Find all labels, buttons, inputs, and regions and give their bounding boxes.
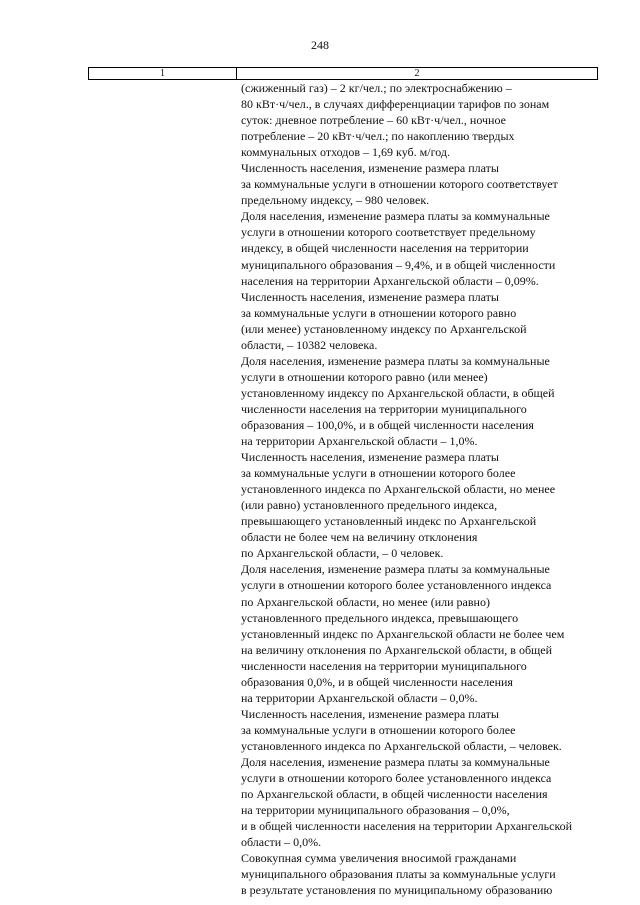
table-cell-text (241, 80, 601, 898)
text-line: на величину отклонения по Архангельской области, в общей (241, 642, 553, 657)
text-line: предельному индексу, – 980 человек. (241, 193, 430, 208)
text-line: индексу, в общей численности населения на территории (241, 241, 529, 256)
text-line: области – 0,0%. (241, 835, 322, 850)
text-line: за коммунальные услуги в отношении которого более (241, 722, 516, 737)
text-line: (сжиженный газ) – 2 кг/чел.; по электроснабжению – (241, 81, 512, 95)
text-line: Численность населения, изменение размера платы (241, 706, 499, 721)
text-line: услуги в отношении которого более установленного индекса (241, 771, 552, 786)
text-line: Доля населения, изменение размера платы за коммунальные (241, 754, 550, 769)
text-line: муниципального образования – 9,4%, и в общей численности (241, 257, 556, 272)
text-line: Доля населения, изменение размера платы за коммунальные (241, 209, 550, 224)
text-line: за коммунальные услуги в отношении которого равно (241, 305, 517, 320)
text-line: по Архангельской области, в общей численности населения (241, 787, 548, 802)
text-line: в результате установления по муниципальному образованию (241, 883, 553, 898)
table-header-col1: 1 (89, 68, 237, 79)
text-line: численности населения на территории муниципального (241, 401, 527, 416)
text-line: услуги в отношении которого соответствует предельному (241, 225, 536, 240)
text-line: установленного индекса по Архангельской области, – человек. (241, 738, 562, 753)
text-line: и в общей численности населения на территории Архангельской (241, 819, 573, 834)
text-line: суток: дневное потребление – 60 кВт·ч/чел., ночное (241, 113, 506, 128)
text-line: установленного предельного индекса, превышающего (241, 610, 519, 625)
text-line: установленного индекса по Архангельской области, но менее (241, 482, 556, 497)
text-line: на территории Архангельской области – 0,0%. (241, 690, 478, 705)
text-line: по Архангельской области, – 0 человек. (241, 546, 444, 561)
text-line: (или равно) установленного предельного индекса, (241, 498, 498, 513)
text-line: области не более чем на величину отклонения (241, 530, 478, 545)
text-line: Совокупная сумма увеличения вносимой гражданами (241, 851, 517, 866)
text-line: превышающего установленный индекс по Архангельской (241, 514, 537, 529)
text-line: потребление – 20 кВт·ч/чел.; по накоплению твердых (241, 129, 515, 144)
text-line: услуги в отношении которого равно (или менее) (241, 369, 488, 384)
text-line: Доля населения, изменение размера платы за коммунальные (241, 562, 550, 577)
text-line: установленному индексу по Архангельской области, в общей (241, 385, 555, 400)
text-line: за коммунальные услуги в отношении которого более (241, 466, 516, 481)
text-line: области, – 10382 человека. (241, 337, 378, 352)
text-line: на территории Архангельской области – 1,0%. (241, 434, 478, 449)
text-line: 80 кВт·ч/чел., в случаях дифференциации тарифов по зонам (241, 97, 550, 112)
text-line: образования – 100,0%, и в общей численности населения (241, 417, 534, 432)
page-number: 248 (311, 38, 329, 52)
text-line: (или менее) установленному индексу по Архангельской (241, 321, 527, 336)
text-line: коммунальных отходов – 1,69 куб. м/год. (241, 145, 450, 160)
text-line: услуги в отношении которого более установленного индекса (241, 578, 552, 593)
text-line: установленный индекс по Архангельской области не более чем (241, 626, 565, 641)
text-line: Численность населения, изменение размера платы (241, 450, 499, 465)
text-line: населения на территории Архангельской области – 0,09%. (241, 273, 539, 288)
text-line: Доля населения, изменение размера платы за коммунальные (241, 353, 550, 368)
text-line: Численность населения, изменение размера платы (241, 289, 499, 304)
text-line: по Архангельской области, но менее (или равно) (241, 594, 490, 609)
text-line: за коммунальные услуги в отношении которого соответствует (241, 177, 558, 192)
table-header-col2: 2 (414, 68, 420, 79)
table-header-row (88, 67, 598, 80)
text-line: численности населения на территории муниципального (241, 658, 527, 673)
text-line: муниципального образования платы за коммунальные услуги (241, 867, 556, 882)
text-line: образования 0,0%, и в общей численности населения (241, 674, 513, 689)
text-line: на территории муниципального образования – 0,0%, (241, 803, 510, 818)
text-line: Численность населения, изменение размера платы (241, 161, 499, 176)
